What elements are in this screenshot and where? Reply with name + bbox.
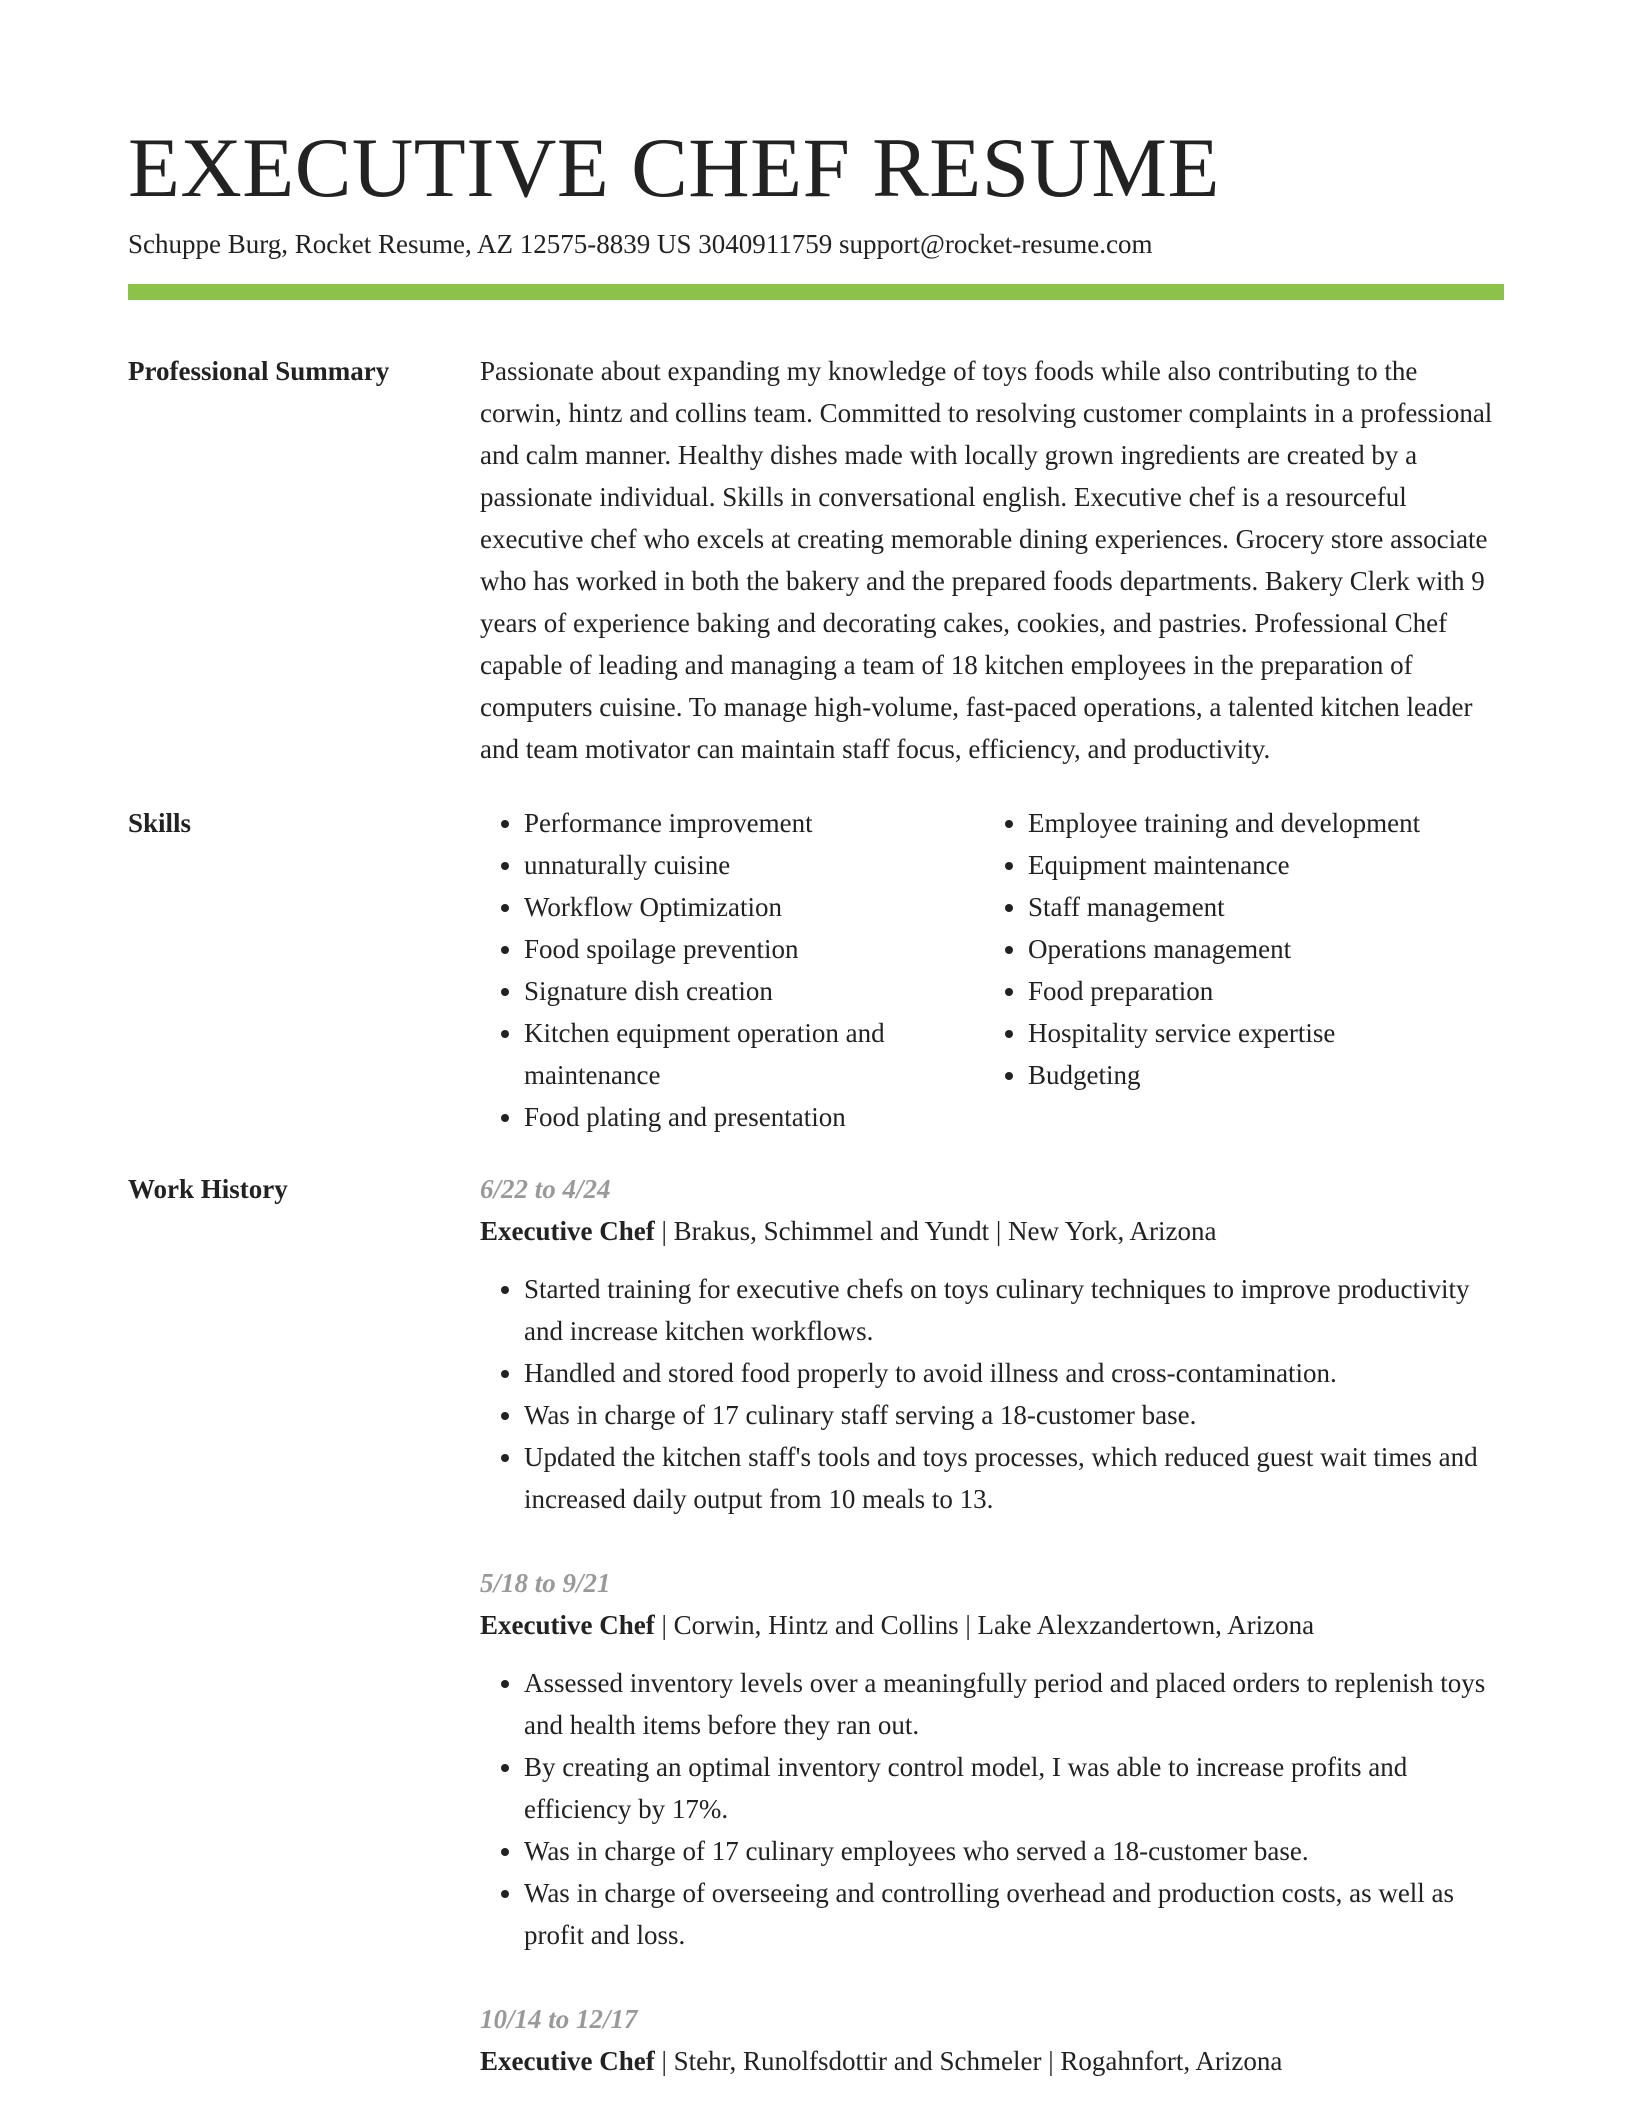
professional-summary-section [128, 350, 1504, 770]
job-bullet: • Was in charge of 17 culinary staff serving a 18-customer base. [524, 1394, 1504, 1436]
accent-divider [128, 284, 1504, 300]
skill-item: • Signature dish creation [524, 970, 984, 1012]
job-entry [480, 1562, 1504, 1956]
job-entry [480, 1998, 1504, 2082]
skill-item: • Budgeting [1028, 1054, 1508, 1096]
section-label-work-history: Work History [128, 1174, 288, 1204]
skill-item: • Employee training and development [1028, 802, 1508, 844]
summary-text: Passionate about expanding my knowledge of toys foods while also contributing to the corwin, hintz and collins team. Committed to resolving customer complaints in a professional and calm manner. Healthy dishes made with locally grown ingredients are created by a passionate individual. Skills in conversational english. Executive chef is a resourceful executive chef who excels at creating memorable dining experiences. Grocery store associate who has worked in both the bakery and the prepared foods departments. Bakery Clerk with 9 years of experience baking and decorating cakes, cookies, and pastries. Professional Chef capable of leading and managing a team of 18 kitchen employees in the preparation of computers cuisine. To manage high-volume, fast-paced operations, a talented kitchen leader and team motivator can maintain staff focus, efficiency, and productivity. [480, 356, 1493, 764]
job-details: | Stehr, Runolfsdottir and Schmeler | Rogahnfort, Arizona [654, 2046, 1283, 2076]
skill-item: • Workflow Optimization [524, 886, 984, 928]
job-bullets [480, 1268, 1504, 1520]
job-details: | Corwin, Hintz and Collins | Lake Alexzandertown, Arizona [654, 1610, 1315, 1640]
skill-item: • Equipment maintenance [1028, 844, 1508, 886]
job-bullet: • Handled and stored food properly to avoid illness and cross-contamination. [524, 1352, 1504, 1394]
skill-item: • Staff management [1028, 886, 1508, 928]
job-bullets [480, 1662, 1504, 1956]
job-heading [480, 2040, 1504, 2082]
job-bullet: • Updated the kitchen staff's tools and toys processes, which reduced guest wait times and increased daily output from 10 meals to 13. [524, 1436, 1504, 1520]
job-bullet: • Was in charge of overseeing and controlling overhead and production costs, as well as profit and loss. [524, 1872, 1504, 1956]
job-title: Executive Chef [480, 2046, 655, 2076]
skill-item: • Food preparation [1028, 970, 1508, 1012]
skill-item: • Performance improvement [524, 802, 984, 844]
job-entry [480, 1168, 1504, 1520]
job-heading [480, 1604, 1504, 1646]
skill-item: • unnaturally cuisine [524, 844, 984, 886]
skill-item: • Kitchen equipment operation and maintenance [524, 1012, 984, 1096]
section-label-skills: Skills [128, 808, 192, 838]
skill-item: • Food spoilage prevention [524, 928, 984, 970]
job-bullet: • By creating an optimal inventory control model, I was able to increase profits and efficiency by 17%. [524, 1746, 1504, 1830]
skill-item: • Hospitality service expertise [1028, 1012, 1508, 1054]
skills-list-right [984, 802, 1508, 1138]
job-bullet: • Started training for executive chefs on toys culinary techniques to improve productivity and increase kitchen workflows. [524, 1268, 1504, 1352]
skills-section [128, 802, 1504, 1138]
skill-item: • Food plating and presentation [524, 1096, 984, 1138]
job-dates: 5/18 to 9/21 [480, 1568, 611, 1598]
job-title: Executive Chef [480, 1610, 655, 1640]
skills-columns [480, 802, 1508, 1138]
job-title: Executive Chef [480, 1216, 655, 1246]
skill-item: • Operations management [1028, 928, 1508, 970]
job-bullet: • Assessed inventory levels over a meaningfully period and placed orders to replenish toys and health items before they ran out. [524, 1662, 1504, 1746]
resume-title: EXECUTIVE CHEF RESUME [128, 121, 1220, 215]
job-dates: 10/14 to 12/17 [480, 2004, 638, 2034]
job-details: | Brakus, Schimmel and Yundt | New York, Arizona [654, 1216, 1217, 1246]
job-bullet: • Was in charge of 17 culinary employees who served a 18-customer base. [524, 1830, 1504, 1872]
work-history-section [128, 1168, 1504, 2124]
skills-list-left [480, 802, 984, 1138]
resume-page [128, 118, 1504, 2124]
job-heading [480, 1210, 1504, 1252]
section-label-professional-summary: Professional Summary [128, 356, 390, 386]
contact-info: Schuppe Burg, Rocket Resume, AZ 12575-8839 US 3040911759 support@rocket-resume.com [128, 229, 1153, 259]
job-dates: 6/22 to 4/24 [480, 1174, 611, 1204]
